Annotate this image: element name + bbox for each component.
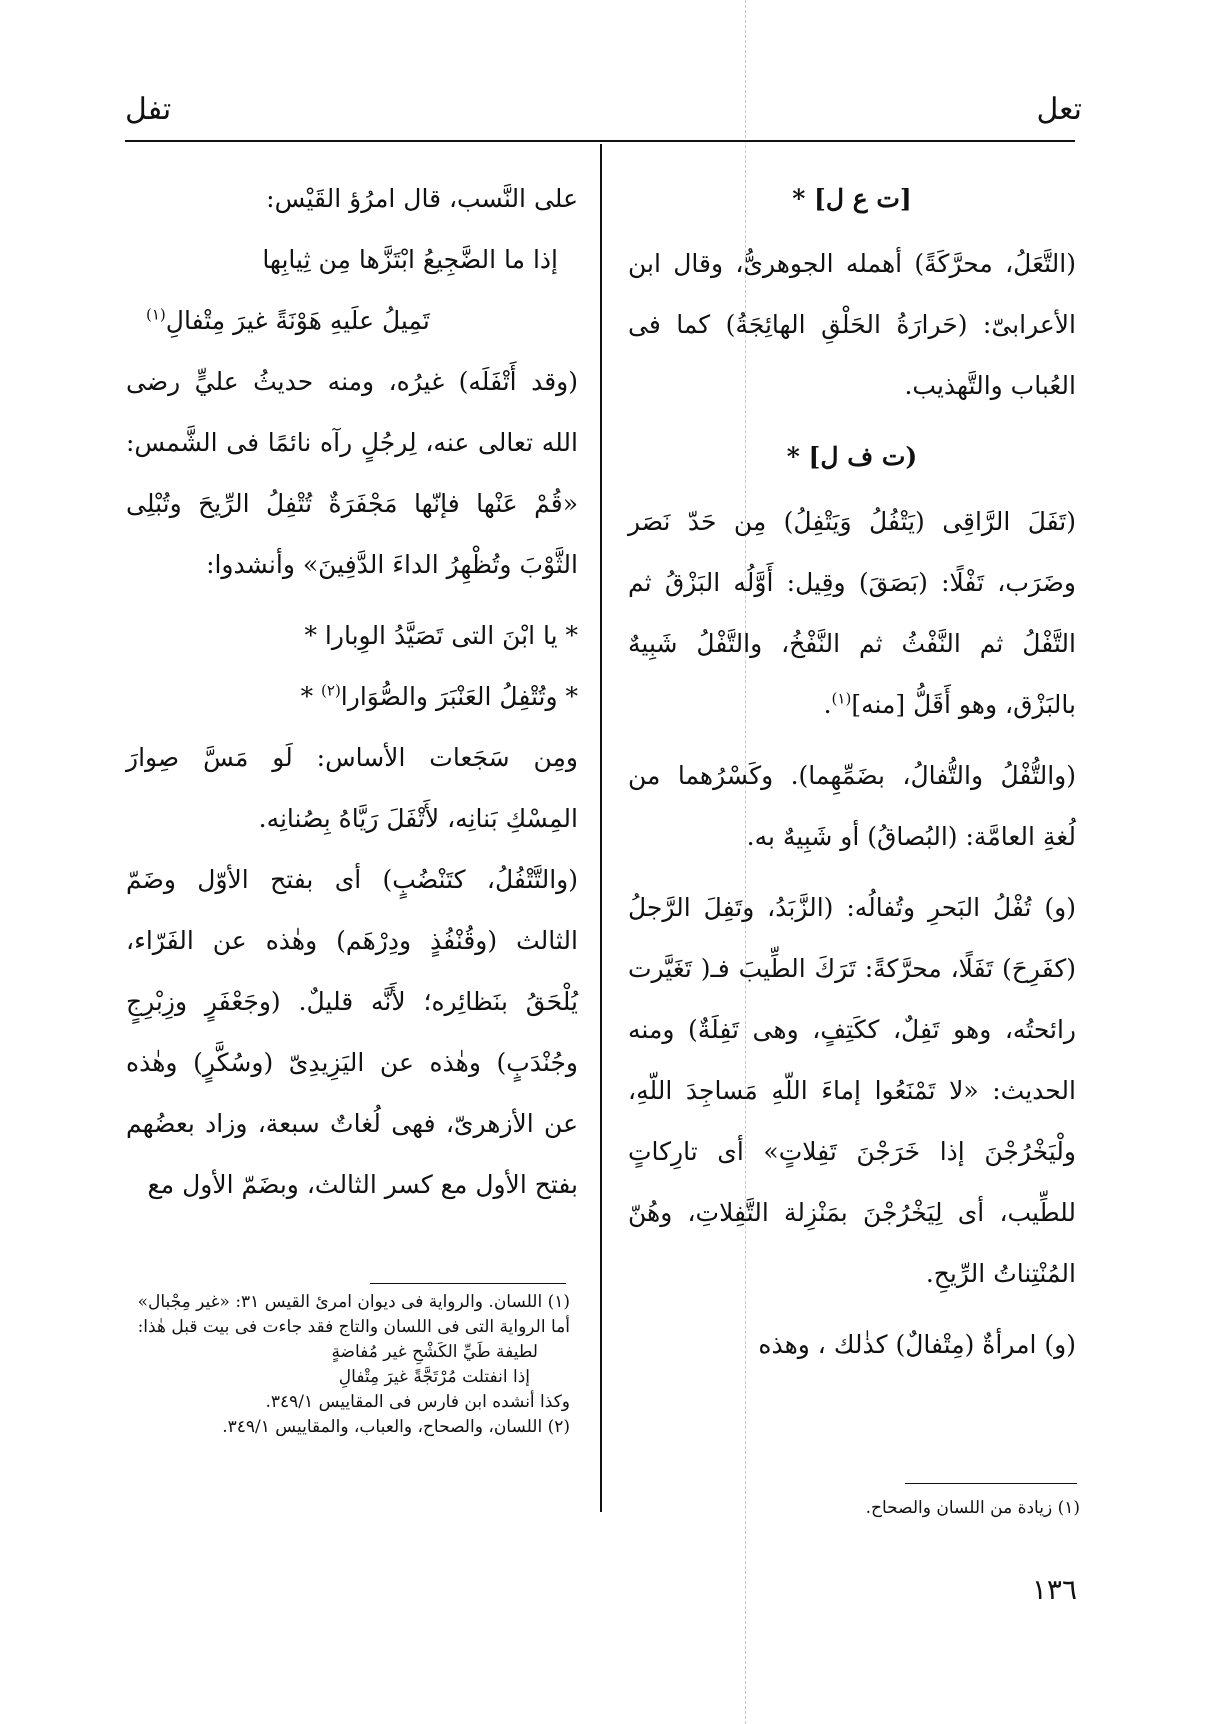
footnote-1: (١) اللسان. والرواية فى ديوان امرئ القيس ٣١: «غير مِجْبال» أما الرواية التى فى اللسان والتاج فقد جاءت فى بيت قبل هٰذا: bbox=[137, 1292, 570, 1337]
footnotes-right bbox=[780, 1496, 1080, 1521]
entry-paragraph: (و) تُفْلُ البَحرِ وتُفالُه: (الزَّبَدُ، وتَفِلَ الرَّجلُ (كفَرِحَ) تَفَلًا، محرَّكةً: تَرَكَ الطِّيبَ فـ( تَغَيَّرت رائحتُه، وهو تَفِلٌ، ككَتِفٍ، وهى تَفِلَةٌ) ومنه الحديث: «لا تَمْنَعُوا إماءَ اللّهِ مَساجِدَ اللّهِ، ولْيَخْرُجْنَ إذا خَرَجْنَ تَفِلاتٍ» أى تارِكاتٍ للطِّيب، أى لِيَخْرُجْنَ بمَنْزِلة التَّفِلاتِ، وهُنّ المُنْتِناتُ الرِّيحِ. bbox=[628, 893, 1076, 1288]
rajaz-line: * يا ابْنَ التى تَصَيَّدُ الوِبارا * bbox=[304, 621, 578, 650]
footnote-ref: (١) bbox=[146, 305, 166, 324]
footnote-rule-right bbox=[905, 1483, 1077, 1484]
footnote-ref: (٢) bbox=[321, 681, 341, 700]
entry-paragraph: (والتُّفْلُ والتُّفالُ، بضَمِّهِما). وكَسْرُهما من لُغةِ العامَّة: (البُصاقُ) أو شَبِيهٌ به. bbox=[628, 761, 1076, 851]
footnote-verse: لطيفة طَيِّ الكَشْحِ غير مُفاضةٍ bbox=[331, 1342, 538, 1362]
rajaz-line bbox=[126, 666, 578, 727]
footnote-ref: (١) bbox=[831, 689, 852, 708]
entry-heading-tel: [ت ع ل] * bbox=[792, 184, 912, 213]
entry-paragraph: ومِن سَجَعات الأساس: لَو مَسَّ صِوارَ المِسْكِ بَنانِه، لأَتْفَلَ رَيَّاهُ بِصُنانِه. bbox=[126, 743, 578, 833]
entry-paragraph: (تَفَلَ الرَّاقِى (يَتْفُلُ وَيَتْفِلُ) مِن حَدّ نَصَر وضَرَب، تَفْلًا: (بَصَقَ) وقِيل: أَوَّلُه البَزْقُ ثم التَّفْلُ ثم النَّفْثُ ثم النَّفْخُ، والتَّفْلُ شَبِيهٌ بالبَزْق، وهو أَقَلُّ [منه]$^{(١)}$. bbox=[628, 507, 1076, 719]
verse-text: تَمِيلُ علَيهِ هَوْنَةً غيرَ مِتْفالِ bbox=[165, 306, 430, 335]
paragraph-text: (تَفَلَ الرَّاقِى (يَتْفُلُ وَيَتْفِلُ) مِن حَدّ نَصَر وضَرَب، تَفْلًا: (بَصَقَ) وقِيل: أَوَّلُه البَزْقُ ثم التَّفْلُ ثم النَّفْثُ ثم النَّفْخُ، والتَّفْلُ شَبِيهٌ بالبَزْق، وهو أَقَلُّ [منه] bbox=[628, 507, 1076, 719]
right-column bbox=[628, 168, 1076, 1375]
header-right-word: تعل bbox=[1036, 92, 1082, 127]
footnotes-left bbox=[128, 1290, 570, 1440]
poem-verse-first-half: إذا ما الضَّجِيعُ ابْتَزَّها مِن ثِيابِها bbox=[262, 245, 558, 274]
footnote-1: (١) زيادة من اللسان والصحاح. bbox=[865, 1498, 1080, 1518]
page-number: ١٣٦ bbox=[1031, 1573, 1077, 1606]
entry-paragraph: (التَّعَلُ، محرَّكَةً) أهمله الجوهرىُّ، وقال ابن الأعرابىّ: (حَرارَةُ الحَلْقِ الهائِجَةُ) كما فى العُباب والتَّهذيب. bbox=[628, 249, 1076, 400]
footnote-rule-left bbox=[370, 1283, 566, 1284]
entry-paragraph: على النَّسب، قال امرُؤ القَيْس: bbox=[266, 184, 578, 213]
footnote-source: وكذا أنشده ابن فارس فى المقاييس ٣٤٩/١. bbox=[265, 1392, 570, 1412]
entry-paragraph: (وقد أَتْفَلَه) غيرُه، ومنه حديثُ عليٍّ رضى الله تعالى عنه، لِرجُلٍ رآه نائمًا فى الشَّمس: «قُمْ عَنْها فإنّها مَجْفَرَةٌ تُتْفِلُ الرِّيحَ وتُبْلِى الثَّوْبَ وتُظْهِرُ الداءَ الدَّفِينَ» وأنشدوا: bbox=[126, 367, 578, 579]
footnote-verse: إذا انفتلت مُرْتَجَّةً غيرَ مِتْفالِ bbox=[338, 1367, 530, 1387]
column-divider bbox=[600, 144, 602, 1512]
poem-verse-second-half bbox=[126, 290, 578, 351]
header-left-word: تفل bbox=[125, 92, 172, 127]
entry-paragraph: (و) امرأةٌ (مِتْفالٌ) كذٰلك ، وهذه bbox=[758, 1330, 1076, 1359]
footnote-2: (٢) اللسان، والصحاح، والعباب، والمقاييس ٣٤٩/١. bbox=[222, 1417, 570, 1437]
entry-paragraph: (والتَّتْفُلُ، كتَنْضُبٍ) أى بفتح الأوّل وضَمّ الثالث (وقُنْفُذٍ ودِرْهَم) وهٰذه عن الفَرّاء، يُلْحَقُ بنَظائِره؛ لأَنَّه قليلٌ. (وجَعْفَرٍ وزِبْرِجٍ وجُنْدَبٍ) وهٰذه عن اليَزِيدِىّ (وسُكَّرٍ) وهٰذه عن الأزهرىّ، فهى لُغاتٌ سبعة، وزاد بعضُهم بفتح الأول مع كسر الثالث، وبضَمّ الأول مع bbox=[126, 865, 578, 1199]
left-column bbox=[126, 168, 578, 1215]
rajaz-text: * وتُتْفِلُ العَنْبَرَ والصُّوَارا bbox=[340, 682, 578, 711]
entry-heading-tfl: (ت ف ل] * bbox=[786, 442, 918, 471]
rajaz-end: * bbox=[300, 682, 322, 711]
header-divider bbox=[125, 140, 1075, 142]
